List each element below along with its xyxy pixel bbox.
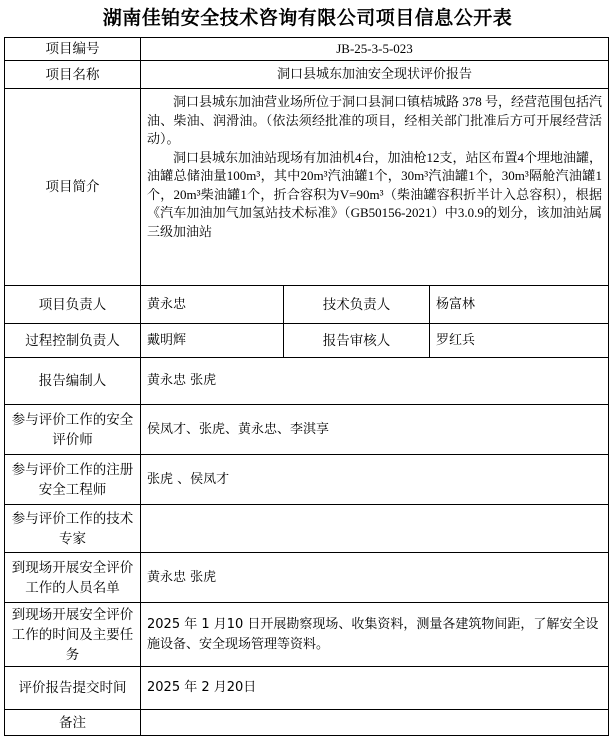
remarks-value [141, 710, 609, 736]
row-project-no [5, 38, 609, 61]
onsite-time-tasks-value: 2025 年 1 月10 日开展勘察现场、收集资料，测量各建筑物间距，了解安全设施设备、安全现场管理等资料。 [141, 603, 609, 667]
project-intro-value [141, 89, 609, 286]
project-leader-label: 项目负责人 [5, 286, 141, 324]
project-leader-value: 黄永忠 [141, 286, 284, 324]
intro-paragraph: 洞口县城东加油营业场所位于洞口县洞口镇桔城路 378 号，经营范围包括汽油、柴油、润滑油。（依法须经批准的项目，经相关部门批准后方可开展经营活动）。 [147, 94, 603, 146]
safety-evaluators-value: 侯凤才、张虎、黄永忠、李淇享 [141, 405, 609, 455]
remarks-label: 备注 [5, 710, 141, 736]
project-name-label: 项目名称 [5, 61, 141, 89]
row-onsite-time-tasks [5, 603, 609, 667]
submit-time-value: 2025 年 2 月20日 [141, 667, 609, 710]
process-control-value: 戴明辉 [141, 324, 284, 358]
report-compiler-label: 报告编制人 [5, 358, 141, 405]
row-leaders [5, 286, 609, 324]
project-no-label: 项目编号 [5, 38, 141, 61]
row-onsite-personnel [5, 553, 609, 603]
project-intro-label: 项目简介 [5, 89, 141, 286]
row-registered-engineers [5, 455, 609, 505]
onsite-personnel-label: 到现场开展安全评价工作的人员名单 [5, 553, 141, 603]
tech-experts-label: 参与评价工作的技术专家 [5, 505, 141, 553]
report-reviewer-value: 罗红兵 [430, 324, 609, 358]
project-no-value: JB-25-3-5-023 [141, 38, 609, 61]
tech-leader-label: 技术负责人 [284, 286, 430, 324]
onsite-time-tasks-label: 到现场开展安全评价工作的时间及主要任务 [5, 603, 141, 667]
report-compiler-value: 黄永忠 张虎 [141, 358, 609, 405]
registered-engineers-label: 参与评价工作的注册安全工程师 [5, 455, 141, 505]
tech-experts-value [141, 505, 609, 553]
intro-paragraph: 洞口县城东加油站现场有加油机4台，加油枪12支，站区布置4个埋地油罐，油罐总储油量100m³，其中20m³汽油罐1个，30m³汽油罐1个，30m³隔舱汽油罐1个，20m³柴油罐1个，折合容积为V=90m³（柴油罐容积折半计入总容积），根据《汽车加油加气加氢站技术标准》（GB50156-2021）中3.0.9的划分，该加油站属三级加油站 [147, 149, 603, 239]
submit-time-label: 评价报告提交时间 [5, 667, 141, 710]
safety-evaluators-label: 参与评价工作的安全评价师 [5, 405, 141, 455]
onsite-personnel-value: 黄永忠 张虎 [141, 553, 609, 603]
row-control-review [5, 324, 609, 358]
row-report-compiler [5, 358, 609, 405]
page-title: 湖南佳铂安全技术咨询有限公司项目信息公开表 [102, 7, 513, 29]
tech-leader-value: 杨富林 [430, 286, 609, 324]
row-tech-experts [5, 505, 609, 553]
report-reviewer-label: 报告审核人 [284, 324, 430, 358]
row-submit-time [5, 667, 609, 710]
project-info-table [4, 37, 609, 736]
registered-engineers-value: 张虎 、侯凤才 [141, 455, 609, 505]
row-project-intro [5, 89, 609, 286]
row-remarks [5, 710, 609, 736]
row-project-name [5, 61, 609, 89]
row-safety-evaluators [5, 405, 609, 455]
process-control-label: 过程控制负责人 [5, 324, 141, 358]
project-name-value: 洞口县城东加油安全现状评价报告 [141, 61, 609, 89]
